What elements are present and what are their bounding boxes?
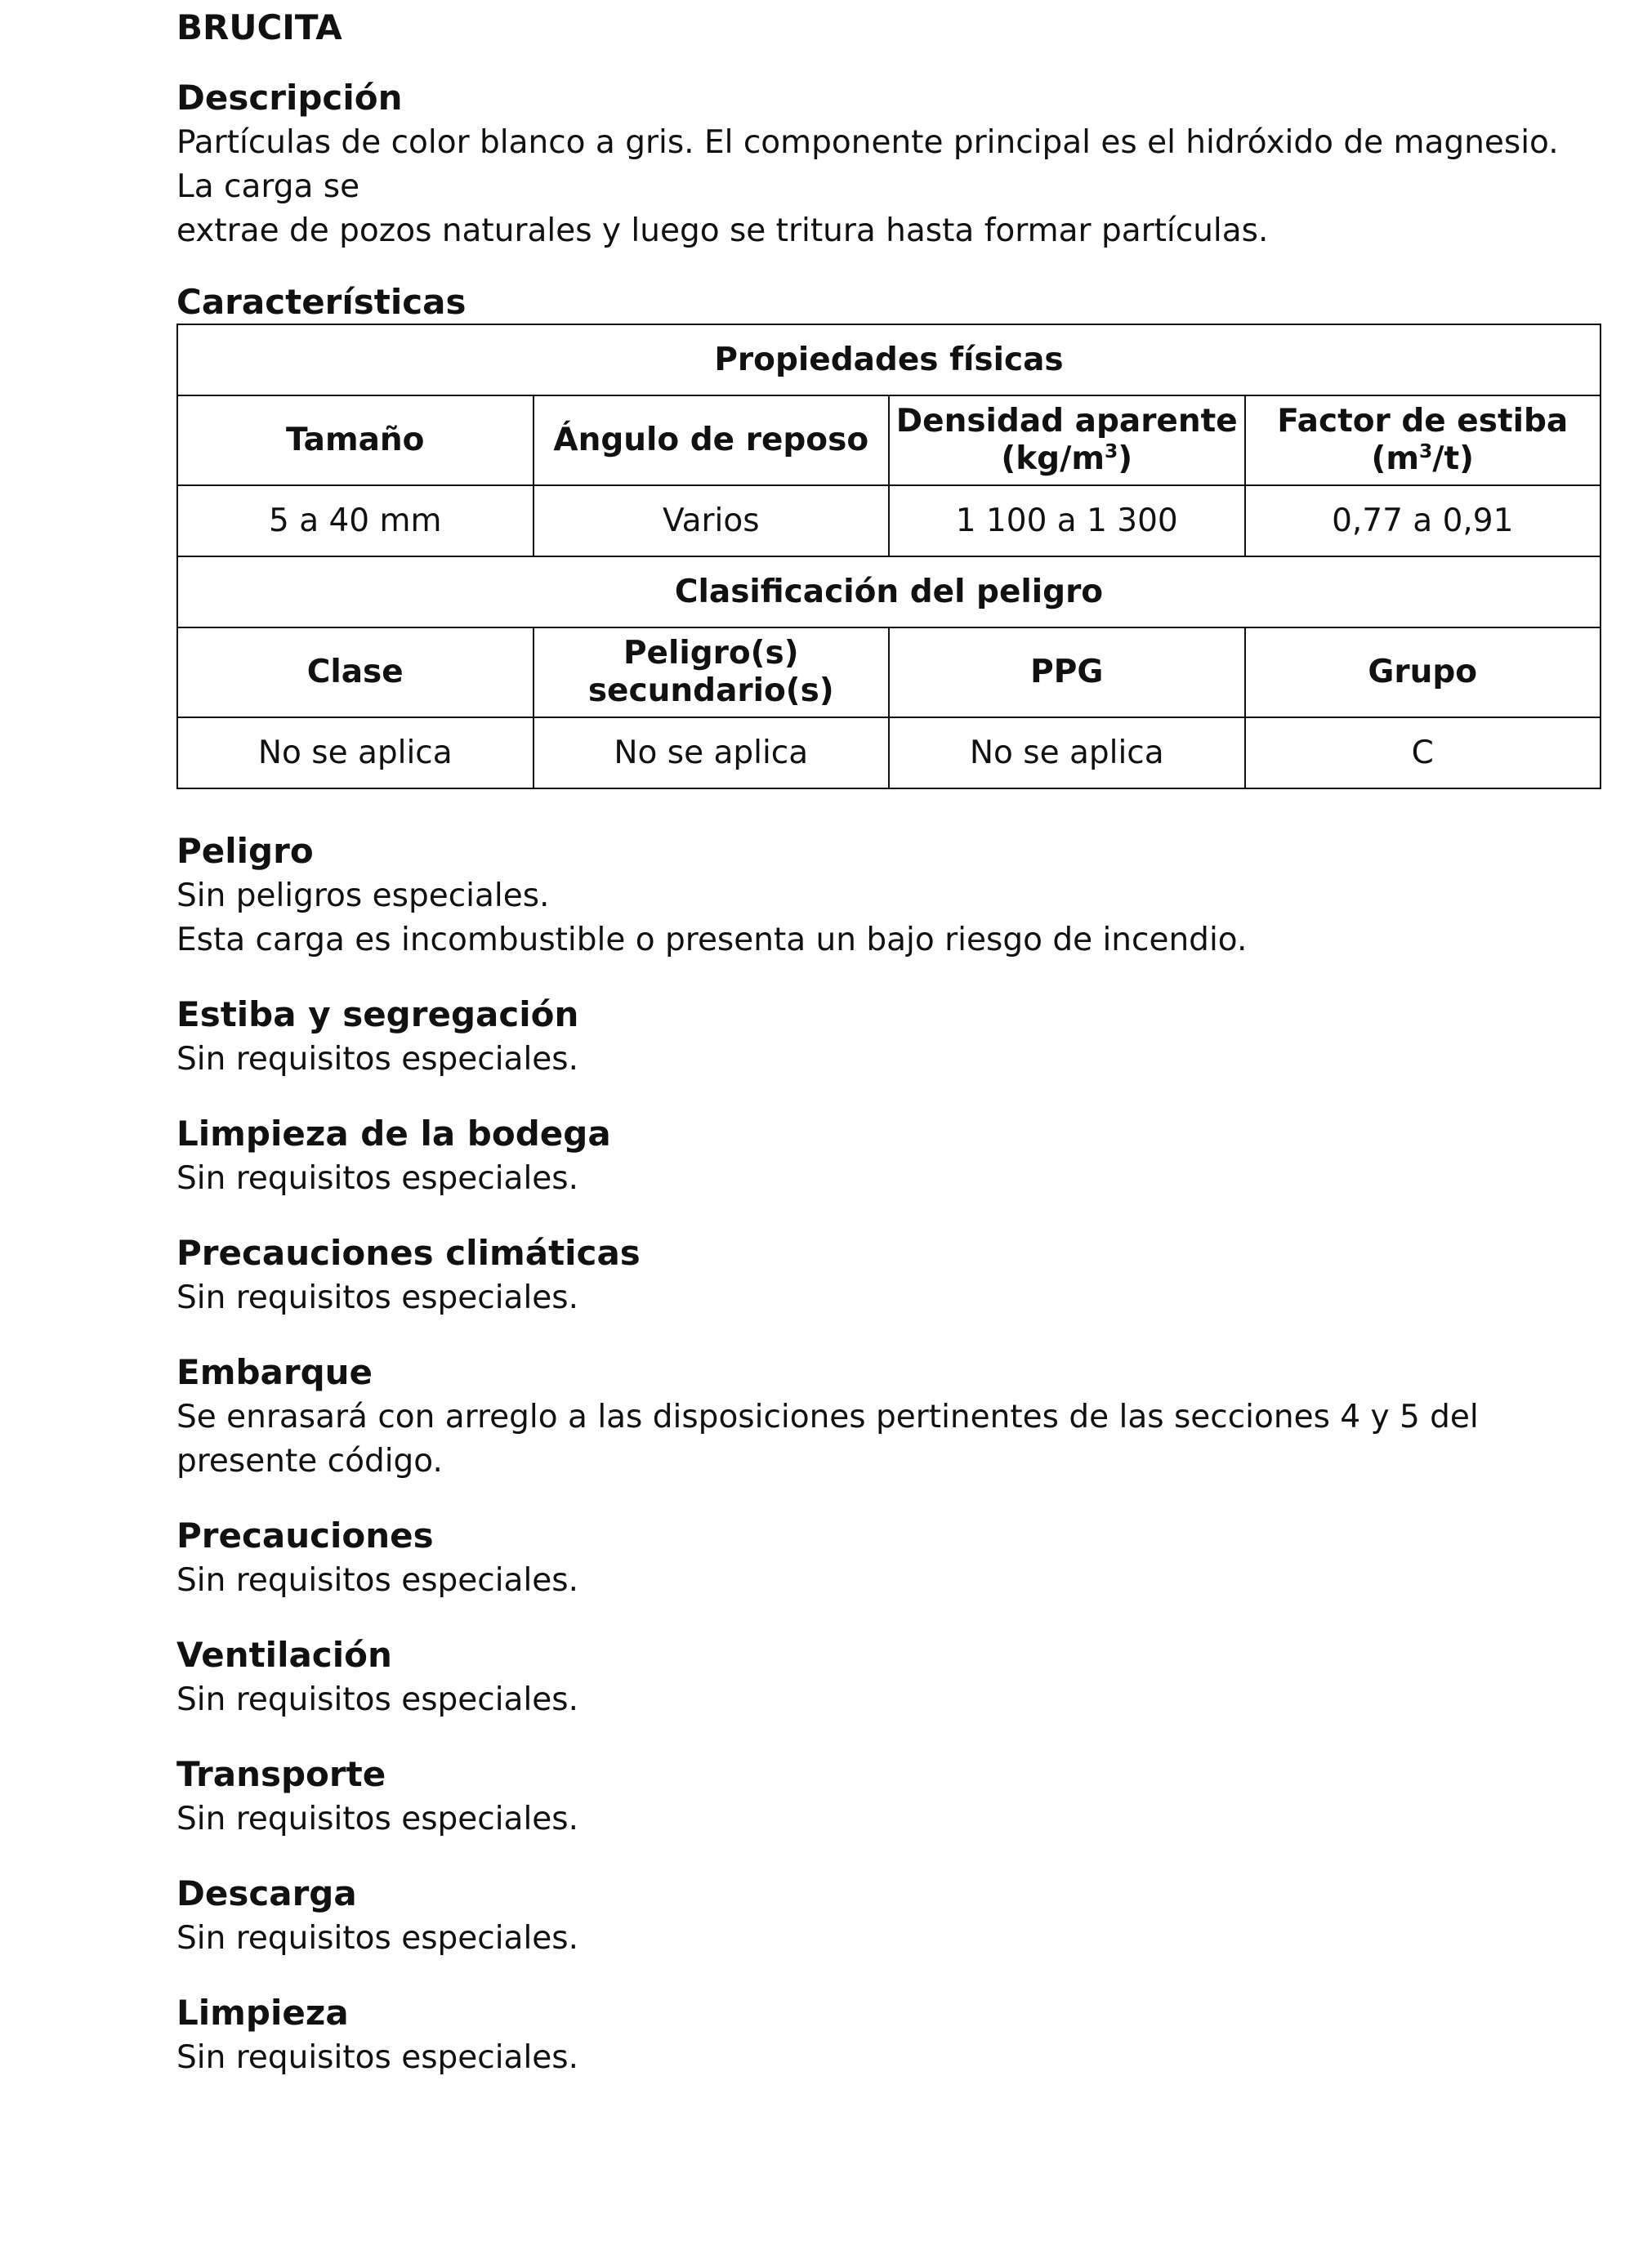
cell-peligro: No se aplica (534, 717, 890, 788)
column-header-clase: Clase (177, 627, 534, 717)
section-heading: Limpieza de la bodega (176, 1114, 611, 1154)
properties-table (176, 324, 1601, 789)
cell-angulo: Varios (534, 485, 890, 556)
section-text-line: Sin peligros especiales. (176, 877, 550, 914)
column-header-peligro (534, 627, 890, 717)
table-row (177, 395, 1601, 485)
column-header-tamano: Tamaño (177, 395, 534, 485)
section-heading: Peligro (176, 831, 314, 871)
cell-ppg: No se aplica (889, 717, 1245, 788)
section-text-line: Sin requisitos especiales. (176, 1801, 578, 1837)
table-row (177, 717, 1601, 788)
section-embarque (176, 1350, 1600, 1484)
section-peligro (176, 828, 1600, 962)
cell-grupo: C (1245, 717, 1601, 788)
section-heading: Precauciones climáticas (176, 1233, 641, 1273)
column-header-ppg: PPG (889, 627, 1245, 717)
section-limpieza (176, 1990, 1600, 2080)
superscript: 3 (1418, 440, 1433, 462)
header-line: Factor de estiba (1277, 403, 1569, 440)
section-text-line: Partículas de color blanco a gris. El componente principal es el hidróxido de magnesio. La carga se (176, 124, 1559, 205)
header-line: ) (1118, 440, 1133, 477)
section-heading: Descripción (176, 78, 403, 118)
section-text-line: Sin requisitos especiales. (176, 1279, 578, 1316)
table-row (177, 485, 1601, 556)
physical-properties-header: Propiedades físicas (177, 324, 1601, 395)
column-header-densidad (889, 395, 1245, 485)
section-text-line: Sin requisitos especiales. (176, 1041, 578, 1078)
column-header-factor (1245, 395, 1601, 485)
header-line: /t) (1432, 440, 1474, 477)
table-row (177, 556, 1601, 627)
section-heading: Transporte (176, 1754, 386, 1794)
section-text-line: Sin requisitos especiales. (176, 1920, 578, 1957)
column-header-grupo: Grupo (1245, 627, 1601, 717)
header-line: (kg/m (1001, 440, 1105, 477)
section-descarga (176, 1871, 1600, 1961)
section-caracteristicas (176, 281, 1600, 789)
section-text-line: Sin requisitos especiales. (176, 2039, 578, 2076)
column-header-angulo: Ángulo de reposo (534, 395, 890, 485)
section-text-line: extrae de pozos naturales y luego se tritura hasta formar partículas. (176, 212, 1269, 249)
table-row (177, 324, 1601, 395)
section-heading: Características (176, 282, 467, 322)
section-ventilacion (176, 1632, 1600, 1722)
header-line: Peligro(s) (623, 635, 799, 672)
section-estiba (176, 992, 1600, 1082)
section-descripcion (176, 75, 1600, 253)
cell-densidad: 1 100 a 1 300 (889, 485, 1245, 556)
header-line: secundario(s) (587, 672, 834, 709)
section-heading: Limpieza (176, 1993, 349, 2033)
table-row (177, 627, 1601, 717)
document-title: BRUCITA (176, 7, 342, 47)
section-transporte (176, 1752, 1600, 1842)
section-precauciones-climaticas (176, 1230, 1600, 1320)
cell-factor: 0,77 a 0,91 (1245, 485, 1601, 556)
section-heading: Embarque (176, 1352, 373, 1392)
section-heading: Descarga (176, 1873, 357, 1913)
header-line: Densidad aparente (895, 403, 1238, 440)
superscript: 3 (1104, 440, 1118, 462)
section-limpieza-bodega (176, 1111, 1600, 1201)
section-text-line: Sin requisitos especiales. (176, 1562, 578, 1599)
section-text-line: Esta carga es incombustible o presenta un bajo riesgo de incendio. (176, 922, 1248, 958)
section-heading: Ventilación (176, 1635, 392, 1675)
section-heading: Precauciones (176, 1516, 434, 1556)
cell-tamano: 5 a 40 mm (177, 485, 534, 556)
header-line: (m (1371, 440, 1419, 477)
section-text-line: Sin requisitos especiales. (176, 1681, 578, 1718)
section-precauciones (176, 1513, 1600, 1603)
section-heading: Estiba y segregación (176, 994, 579, 1034)
section-text-line: Se enrasará con arreglo a las disposiciones pertinentes de las secciones 4 y 5 del presente código. (176, 1399, 1479, 1480)
document-page (176, 0, 1600, 2080)
cell-clase: No se aplica (177, 717, 534, 788)
section-text-line: Sin requisitos especiales. (176, 1160, 578, 1197)
hazard-classification-header: Clasificación del peligro (177, 556, 1601, 627)
